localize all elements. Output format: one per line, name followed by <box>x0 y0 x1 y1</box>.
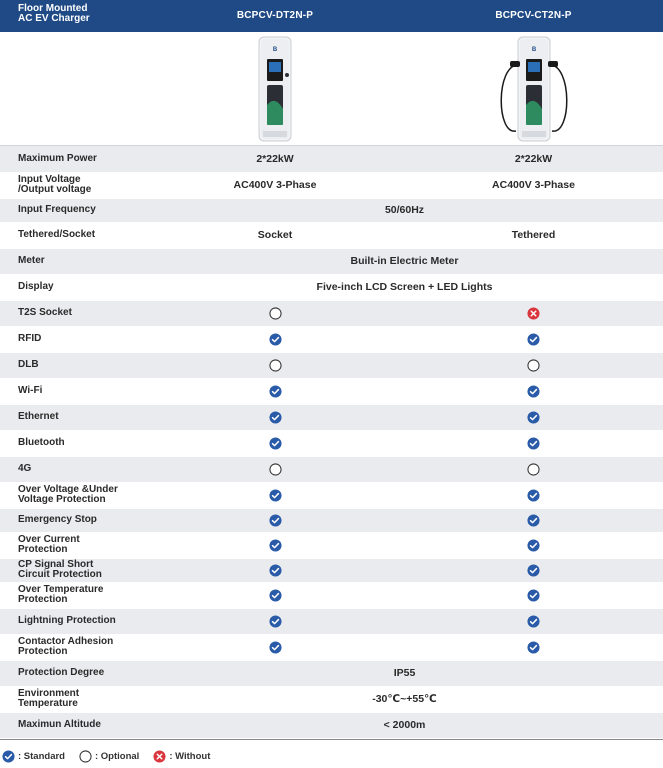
row-label <box>0 456 146 482</box>
row-label <box>0 172 146 198</box>
table-row <box>0 430 663 456</box>
empty-circle-icon <box>79 750 95 763</box>
model-b-status <box>404 482 663 508</box>
row-label <box>0 198 146 222</box>
table-row <box>0 274 663 300</box>
model-a-status <box>146 582 404 608</box>
table-row <box>0 198 663 222</box>
row-label-line: Voltage Protection <box>18 494 106 505</box>
model-b-status <box>404 532 663 558</box>
model-b-status <box>404 300 663 326</box>
check-circle-icon <box>269 539 282 552</box>
table-row <box>0 634 663 660</box>
model-a-status <box>146 352 404 378</box>
model-a-status <box>146 300 404 326</box>
check-circle-icon <box>269 514 282 527</box>
row-label <box>0 558 146 582</box>
check-circle-icon <box>269 385 282 398</box>
table-row <box>0 172 663 198</box>
legend-without-label: : Without <box>169 751 211 762</box>
check-circle-icon <box>527 641 540 654</box>
row-shared-value: 50/60Hz <box>146 198 663 222</box>
product-image-dt2n <box>146 32 404 145</box>
row-shared-value: < 2000m <box>146 712 663 738</box>
model-b-status <box>404 352 663 378</box>
row-label <box>0 660 146 686</box>
model-b-status <box>404 508 663 532</box>
table-row <box>0 686 663 712</box>
row-label-line: Wi-Fi <box>18 385 43 396</box>
legend-optional-label: : Optional <box>94 751 140 762</box>
row-shared-value: -30℃~+55℃ <box>146 686 663 712</box>
empty-circle-icon <box>527 463 540 476</box>
check-circle-icon <box>527 411 540 424</box>
check-circle-icon <box>269 564 282 577</box>
row-label <box>0 532 146 558</box>
row-label-line: /Output voltage <box>18 184 92 195</box>
table-row <box>0 532 663 558</box>
row-label-line: Meter <box>18 255 45 266</box>
row-label-line: Protection <box>18 594 68 605</box>
check-circle-icon <box>269 333 282 346</box>
model-a-status <box>146 326 404 352</box>
legend-optional <box>79 750 139 763</box>
row-label-line: Temperature <box>18 698 78 709</box>
table-row <box>0 608 663 634</box>
row-label-line: Circuit Protection <box>18 569 102 580</box>
row-label-line: T2S Socket <box>18 307 72 318</box>
check-circle-icon <box>527 437 540 450</box>
row-label <box>0 712 146 738</box>
table-row <box>0 300 663 326</box>
row-shared-value: Built-in Electric Meter <box>146 248 663 274</box>
table-row <box>0 248 663 274</box>
table-row <box>0 326 663 352</box>
model-a-value: Socket <box>146 222 404 248</box>
check-circle-icon <box>269 489 282 502</box>
table-header <box>0 0 663 32</box>
model-b-status <box>404 430 663 456</box>
model-b-status <box>404 608 663 634</box>
row-label <box>0 300 146 326</box>
row-label-line: Maximun Altitude <box>18 719 101 730</box>
x-circle-icon <box>153 750 169 763</box>
legend-standard-label: : Standard <box>18 751 65 762</box>
product-category-title <box>0 0 146 32</box>
table-row <box>0 146 663 172</box>
check-circle-icon <box>527 589 540 602</box>
model-a-header: BCPCV-DT2N-P <box>236 10 314 21</box>
model-b-header: BCPCV-CT2N-P <box>495 10 572 21</box>
row-label-line: Contactor Adhesion <box>18 636 114 647</box>
row-label-line: Input Frequency <box>18 204 96 215</box>
model-a-status <box>146 608 404 634</box>
check-circle-icon <box>2 750 18 763</box>
legend-standard <box>2 750 65 763</box>
table-row <box>0 378 663 404</box>
model-a-status <box>146 532 404 558</box>
row-shared-value: IP55 <box>146 660 663 686</box>
table-row <box>0 558 663 582</box>
row-label-line: Protection <box>18 544 68 555</box>
row-label-line: Maximum Power <box>18 152 97 164</box>
row-label-line: Over Temperature <box>18 584 104 595</box>
model-a-status <box>146 558 404 582</box>
x-circle-icon <box>527 307 540 320</box>
model-b-status <box>404 558 663 582</box>
row-label <box>0 378 146 404</box>
svg-text:B: B <box>531 46 536 53</box>
table-row <box>0 222 663 248</box>
model-a-status <box>146 634 404 660</box>
model-b-status <box>404 404 663 430</box>
row-label-line: Tethered/Socket <box>18 229 96 240</box>
row-label-line: Ethernet <box>18 411 59 422</box>
table-row <box>0 456 663 482</box>
legend <box>0 746 663 768</box>
table-row <box>0 582 663 608</box>
model-a-value: 2*22kW <box>146 146 404 172</box>
row-label <box>0 482 146 508</box>
model-a-status <box>146 430 404 456</box>
model-a-status <box>146 508 404 532</box>
row-label-line: Environment <box>18 688 80 699</box>
model-b-value: AC400V 3-Phase <box>404 172 663 198</box>
row-label-line: DLB <box>18 359 39 370</box>
row-label <box>0 608 146 634</box>
empty-circle-icon <box>527 359 540 372</box>
empty-circle-icon <box>269 307 282 320</box>
row-label-line: Bluetooth <box>18 437 65 448</box>
check-circle-icon <box>269 589 282 602</box>
svg-text:B: B <box>272 46 278 53</box>
model-b-status <box>404 378 663 404</box>
row-shared-value: Five-inch LCD Screen + LED Lights <box>146 274 663 300</box>
row-label-line: Display <box>18 281 54 292</box>
model-a-status <box>146 404 404 430</box>
table-row <box>0 712 663 738</box>
row-label <box>0 508 146 532</box>
check-circle-icon <box>269 641 282 654</box>
check-circle-icon <box>527 615 540 628</box>
empty-circle-icon <box>269 359 282 372</box>
check-circle-icon <box>269 437 282 450</box>
model-b-status <box>404 582 663 608</box>
row-label-line: CP Signal Short <box>18 559 94 570</box>
table-row <box>0 482 663 508</box>
row-label-line: Emergency Stop <box>18 514 97 525</box>
title-line-1: Floor Mounted <box>18 3 88 14</box>
check-circle-icon <box>527 514 540 527</box>
row-label <box>0 686 146 712</box>
product-image-ct2n <box>404 32 663 145</box>
check-circle-icon <box>269 411 282 424</box>
table-row <box>0 508 663 532</box>
model-b-value: Tethered <box>404 222 663 248</box>
row-label-line: Over Current <box>18 534 80 545</box>
check-circle-icon <box>269 615 282 628</box>
table-row <box>0 352 663 378</box>
row-label-line: Protection <box>18 646 68 657</box>
row-label-line: 4G <box>18 463 32 474</box>
check-circle-icon <box>527 564 540 577</box>
row-label <box>0 352 146 378</box>
row-label-line: Protection Degree <box>18 667 105 678</box>
model-b-value: 2*22kW <box>404 146 663 172</box>
footer-divider <box>0 739 663 740</box>
table-row <box>0 660 663 686</box>
row-label <box>0 274 146 300</box>
title-line-2: AC EV Charger <box>18 13 90 24</box>
product-images-row <box>0 32 663 146</box>
model-b-status <box>404 456 663 482</box>
row-label <box>0 404 146 430</box>
model-b-status <box>404 326 663 352</box>
model-a-status <box>146 456 404 482</box>
check-circle-icon <box>527 489 540 502</box>
row-label-line: Over Voltage &Under <box>18 484 118 495</box>
row-label-line: Lightning Protection <box>18 615 116 626</box>
row-label-line: RFID <box>18 333 42 344</box>
row-label <box>0 222 146 248</box>
row-label <box>0 248 146 274</box>
check-circle-icon <box>527 333 540 346</box>
check-circle-icon <box>527 385 540 398</box>
model-a-status <box>146 482 404 508</box>
table-row <box>0 404 663 430</box>
legend-without <box>153 750 210 763</box>
model-a-value: AC400V 3-Phase <box>146 172 404 198</box>
check-circle-icon <box>527 539 540 552</box>
model-b-status <box>404 634 663 660</box>
row-label <box>0 326 146 352</box>
spec-table <box>0 146 663 739</box>
row-label <box>0 634 146 660</box>
row-label-line: Input Voltage <box>18 174 81 185</box>
row-label <box>0 430 146 456</box>
empty-circle-icon <box>269 463 282 476</box>
row-label <box>0 582 146 608</box>
model-a-status <box>146 378 404 404</box>
row-label <box>0 146 146 172</box>
